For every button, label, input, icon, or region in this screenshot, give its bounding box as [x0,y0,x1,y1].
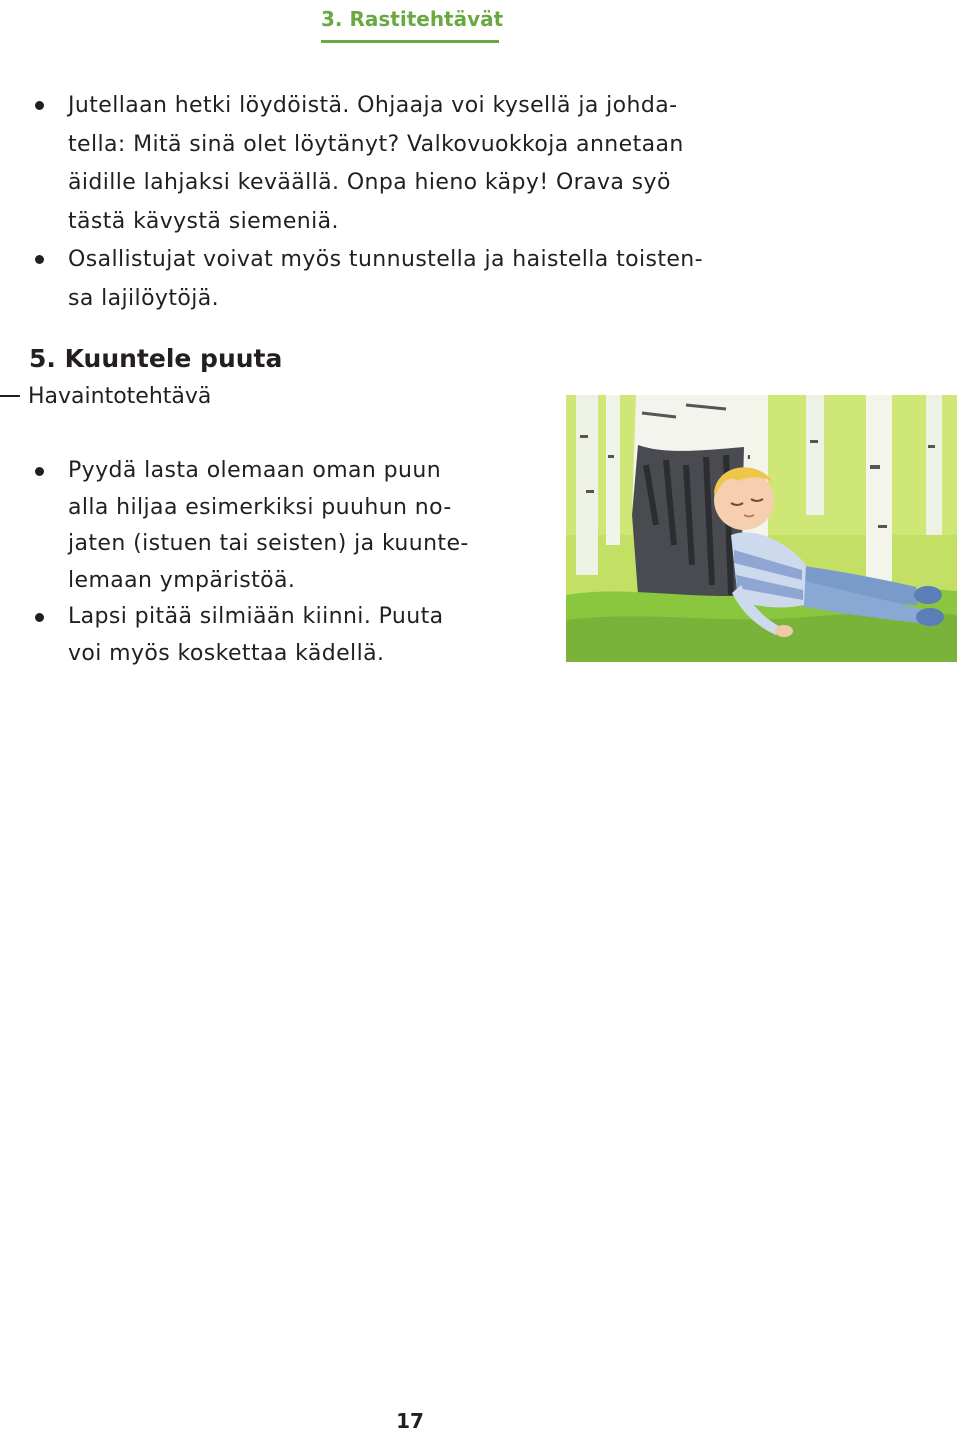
illustration-canvas [566,395,957,662]
subheading-text: Havaintotehtävä [28,384,212,409]
text-line: alla hiljaa esimerkiksi puuhun no- [68,494,452,520]
page-number: 17 [396,1409,424,1433]
subheading-dash [0,395,20,397]
text-line: tästä kävystä siemeniä. [68,208,339,234]
boy-under-birch-illustration [566,395,957,662]
intro-bullet-list [0,87,800,318]
text-line: Pyydä lasta olemaan oman puun [68,458,442,483]
chapter-header [321,6,504,43]
text-line: tella: Mitä sinä olet löytänyt? Valkovuokkoja annetaan [68,131,684,157]
list-item [0,241,800,318]
text-line: voi myös koskettaa kädellä. [68,640,385,666]
text-line: Lapsi pitää silmiään kiinni. Puuta [68,604,444,629]
text-line: sa lajilöytöjä. [68,285,220,311]
text-line: jaten (istuen tai seisten) ja kuunte- [68,531,469,556]
chapter-title: 3. Rastitehtävät [321,7,504,31]
list-item [0,87,800,241]
text-line: äidille lahjaksi keväällä. Onpa hieno käpy! Orava syö [68,170,671,195]
list-item [0,453,540,599]
task-bullet-list [0,453,540,672]
list-item [0,599,540,672]
text-line: lemaan ympäristöä. [68,567,296,593]
text-line: Osallistujat voivat myös tunnustella ja haistella toisten- [68,247,703,272]
section-heading: 5. Kuuntele puuta [29,344,283,373]
section-subheading [0,379,211,415]
chapter-title-underline [321,40,499,43]
text-line: Jutellaan hetki löydöistä. Ohjaaja voi kysellä ja johda- [68,93,678,118]
